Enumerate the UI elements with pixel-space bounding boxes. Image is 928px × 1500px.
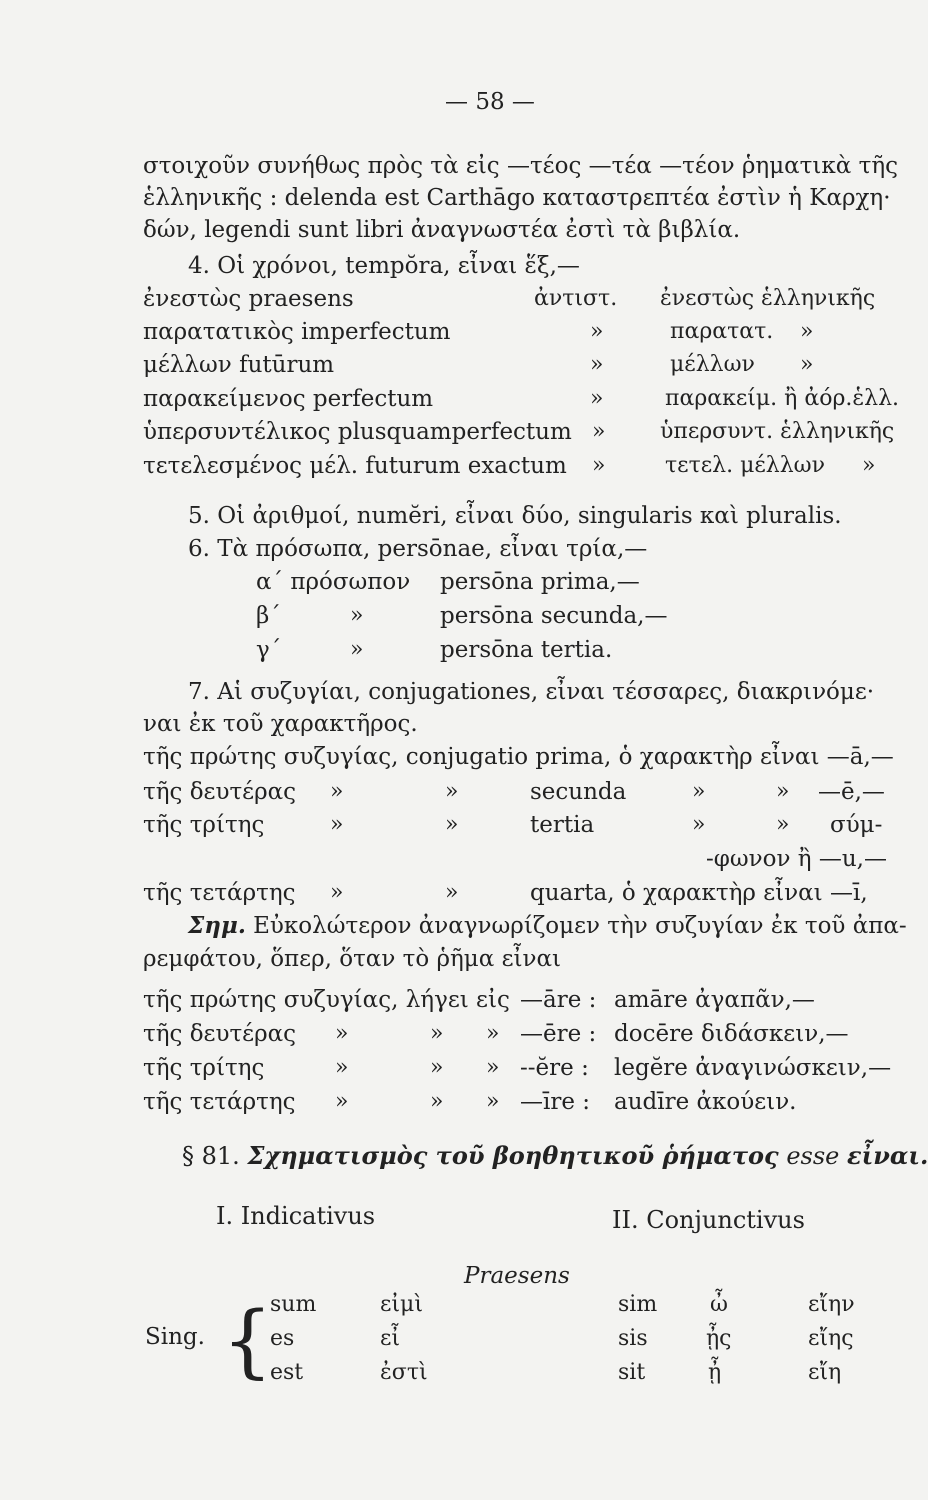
intro-line: δών, legendi sunt libri ἀναγνωστέα ἐστὶ τὰ βιβλία. xyxy=(143,217,741,243)
tense-name: παρατατικὸς imperfectum xyxy=(143,319,451,345)
note-example: amāre ἀγαπᾶν,— xyxy=(614,987,815,1013)
conj-mark: » xyxy=(445,779,459,804)
conj-label: τῆς τετάρτης xyxy=(143,880,296,906)
tense-greek: ὑπερσυντ. ἑλληνικῆς xyxy=(660,419,895,444)
conj-mark: » xyxy=(776,779,790,804)
note-example: audīre ἀκούειν. xyxy=(614,1089,797,1115)
note-mark: » xyxy=(335,1089,349,1114)
brace: { xyxy=(222,1294,273,1387)
conj-latin: tertia xyxy=(530,812,595,838)
paradigm-latin: sis xyxy=(618,1326,648,1351)
person-label: α΄ πρόσωπον xyxy=(256,569,411,595)
note-example: legĕre ἀναγινώσκειν,— xyxy=(614,1055,892,1081)
conj-mark: » xyxy=(330,812,344,837)
note-line xyxy=(188,912,907,940)
note-mark: » xyxy=(486,1021,500,1046)
tense-mark: » xyxy=(862,453,876,478)
tense-name: παρακείμενος perfectum xyxy=(143,386,434,412)
tense-mark: » xyxy=(592,453,606,478)
conj-row: τῆς πρώτης συζυγίας, conjugatio prima, ὁ χαρακτὴρ εἶναι —ā,— xyxy=(143,744,894,770)
paradigm-latin: sim xyxy=(618,1292,658,1317)
note-text: Εὐκολώτερον ἀναγνωρίζομεν τὴν συζυγίαν ἐκ τοῦ ἀπα- xyxy=(245,913,907,939)
tense-mark: » xyxy=(800,319,814,344)
tense-greek: μέλλων xyxy=(670,352,755,377)
note-mark: » xyxy=(335,1021,349,1046)
section-81-esse: esse xyxy=(786,1142,840,1170)
tense-title: Praesens xyxy=(464,1263,570,1289)
note-ending: —ēre : xyxy=(520,1021,597,1047)
intro-line: ἑλληνικῆς : delenda est Carthāgo καταστρεπτέα ἐστὶν ἡ Καρχη· xyxy=(143,185,891,211)
person-mark: » xyxy=(350,603,364,628)
tense-mark: » xyxy=(800,352,814,377)
note-ending: —īre : xyxy=(520,1089,591,1115)
conj-label: τῆς τρίτης xyxy=(143,812,265,838)
tense-greek: παρατατ. xyxy=(670,319,774,344)
conj-mark: » xyxy=(692,779,706,804)
note-example: docēre διδάσκειν,— xyxy=(614,1021,849,1047)
sing-label: Sing. xyxy=(145,1324,205,1350)
mood-indicativus: I. Indicativus xyxy=(216,1202,376,1230)
tense-name: μέλλων futūrum xyxy=(143,352,335,378)
person-latin: persōna secunda,— xyxy=(440,603,668,629)
conj-mark: » xyxy=(330,779,344,804)
tense-mark: ἀντιστ. xyxy=(534,286,618,311)
paradigm-greek: ὦ xyxy=(710,1292,728,1317)
tense-greek: ἐνεστὼς ἑλληνικῆς xyxy=(660,286,876,311)
conj-mark: » xyxy=(330,880,344,905)
paradigm-greek: εἴης xyxy=(808,1326,854,1351)
conj-ending: —ē,— xyxy=(818,779,885,805)
section-4-heading: 4. Οἱ χρόνοι, tempŏra, εἶναι ἕξ,— xyxy=(188,253,580,279)
conj-ending: -φωνον ἢ —u,— xyxy=(706,846,887,872)
section-81-number: § 81. xyxy=(182,1142,240,1170)
note-mark: » xyxy=(430,1055,444,1080)
section-7-line: ναι ἐκ τοῦ χαρακτῆρος. xyxy=(143,711,418,737)
conj-mark: » xyxy=(445,880,459,905)
tense-greek: παρακείμ. ἢ ἀόρ.ἑλλ. xyxy=(665,386,900,411)
conj-mark: » xyxy=(776,812,790,837)
paradigm-latin: sit xyxy=(618,1360,646,1385)
person-latin: persōna tertia. xyxy=(440,637,613,663)
tense-name: ὑπερσυντέλικος plusquamperfectum xyxy=(143,419,572,445)
section-5: 5. Οἱ ἀριθμοί, numĕri, εἶναι δύο, singularis καὶ pluralis. xyxy=(188,503,842,529)
conj-mark: » xyxy=(692,812,706,837)
person-label: γ΄ xyxy=(256,637,282,663)
intro-line: στοιχοῦν συνήθως πρὸς τὰ εἰς —τέος —τέα —τέον ῥηματικὰ τῆς xyxy=(143,153,899,179)
section-6-heading: 6. Τὰ πρόσωπα, persōnae, εἶναι τρία,— xyxy=(188,536,648,562)
page-number: — 58 — xyxy=(445,89,535,115)
conj-label: τῆς δευτέρας xyxy=(143,779,297,805)
note-ending: —āre : xyxy=(520,987,597,1013)
note-label: Σημ. xyxy=(188,912,246,939)
note-label-cell: τῆς πρώτης συζυγίας, λήγει εἰς xyxy=(143,987,510,1013)
paradigm-latin: es xyxy=(270,1326,295,1351)
tense-mark: » xyxy=(592,419,606,444)
note-mark: » xyxy=(486,1055,500,1080)
person-latin: persōna prima,— xyxy=(440,569,640,595)
section-7-line: 7. Αἱ συζυγίαι, conjugationes, εἶναι τέσσαρες, διακρινόμε· xyxy=(188,679,875,705)
note-mark: » xyxy=(486,1089,500,1114)
mood-conjunctivus: II. Conjunctivus xyxy=(612,1206,805,1234)
note-label-cell: τῆς δευτέρας xyxy=(143,1021,297,1047)
conj-mark: » xyxy=(445,812,459,837)
tense-greek: τετελ. μέλλων xyxy=(665,453,825,478)
conj-latin: quarta, ὁ χαρακτὴρ εἶναι —ī, xyxy=(530,880,868,906)
paradigm-greek: ᾖς xyxy=(706,1326,732,1351)
note-label-cell: τῆς τρίτης xyxy=(143,1055,265,1081)
person-mark: » xyxy=(350,637,364,662)
note-ending: --ĕre : xyxy=(520,1055,589,1081)
paradigm-latin: est xyxy=(270,1360,304,1385)
note-mark: » xyxy=(430,1089,444,1114)
tense-name: ἐνεστὼς praesens xyxy=(143,286,354,312)
conj-latin: secunda xyxy=(530,779,627,805)
tense-mark: » xyxy=(590,386,604,411)
paradigm-greek: ᾖ xyxy=(708,1360,722,1385)
paradigm-greek: εἶ xyxy=(380,1326,401,1351)
section-81-heading xyxy=(182,1142,928,1170)
person-label: β΄ xyxy=(256,603,281,629)
paradigm-greek: ἐστὶ xyxy=(380,1360,428,1385)
section-81-title: Σχηματισμὸς τοῦ βοηθητικοῦ ῥήματος xyxy=(247,1141,779,1170)
section-81-einai: εἶναι. xyxy=(847,1141,928,1170)
paradigm-latin: sum xyxy=(270,1292,317,1317)
paradigm-greek: εἴη xyxy=(808,1360,842,1385)
note-mark: » xyxy=(430,1021,444,1046)
tense-name: τετελεσμένος μέλ. futurum exactum xyxy=(143,453,567,479)
paradigm-greek: εἴην xyxy=(808,1292,855,1317)
note-line: ρεμφάτου, ὅπερ, ὅταν τὸ ῥῆμα εἶναι xyxy=(143,946,562,972)
tense-mark: » xyxy=(590,352,604,377)
tense-mark: » xyxy=(590,319,604,344)
note-mark: » xyxy=(335,1055,349,1080)
note-label-cell: τῆς τετάρτης xyxy=(143,1089,296,1115)
conj-ending: σύμ- xyxy=(830,812,883,838)
paradigm-greek: εἰμὶ xyxy=(380,1292,423,1317)
